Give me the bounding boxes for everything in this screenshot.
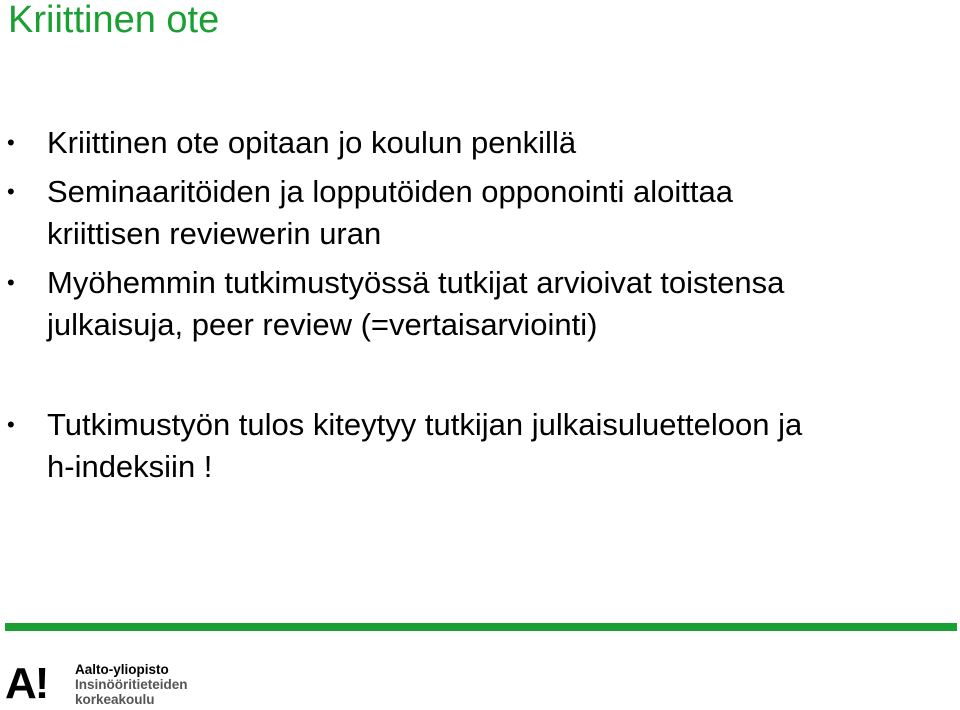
bullet-dot-icon: • [7, 270, 15, 295]
aalto-logo-icon: A! [5, 659, 48, 708]
slide-title: Kriittinen ote [8, 0, 220, 41]
bullet-text: Kriittinen ote opitaan jo koulun penkillä [47, 125, 577, 160]
bullet-item [0, 171, 960, 255]
bullet-text: Seminaaritöiden ja lopputöiden opponointi aloittaa [47, 174, 733, 209]
footer-divider [5, 623, 957, 631]
bullet-text: kriittisen reviewerin uran [47, 216, 382, 251]
logo-text [75, 662, 188, 707]
logo-school-name-line1: Insinööritieteiden [75, 677, 188, 692]
logo-university-name: Aalto-yliopisto [75, 662, 169, 677]
bullet-item [0, 404, 960, 488]
bullet-text: julkaisuja, peer review (=vertaisarviointi) [47, 307, 598, 342]
bullet-dot-icon: • [7, 179, 15, 204]
bullet-item [0, 122, 960, 164]
logo-school-name-line2: korkeakoulu [75, 692, 155, 707]
bullet-text: Myöhemmin tutkimustyössä tutkijat arvioivat toistensa [47, 265, 785, 300]
bullet-text: h-indeksiin ! [47, 449, 213, 484]
bullet-dot-icon: • [7, 130, 15, 155]
bullet-list [0, 122, 960, 488]
bullet-dot-icon: • [7, 412, 15, 437]
bullet-item [0, 262, 960, 346]
bullet-text: Tutkimustyön tulos kiteytyy tutkijan julkaisuluetteloon ja [47, 407, 803, 442]
aalto-logo [5, 660, 215, 708]
